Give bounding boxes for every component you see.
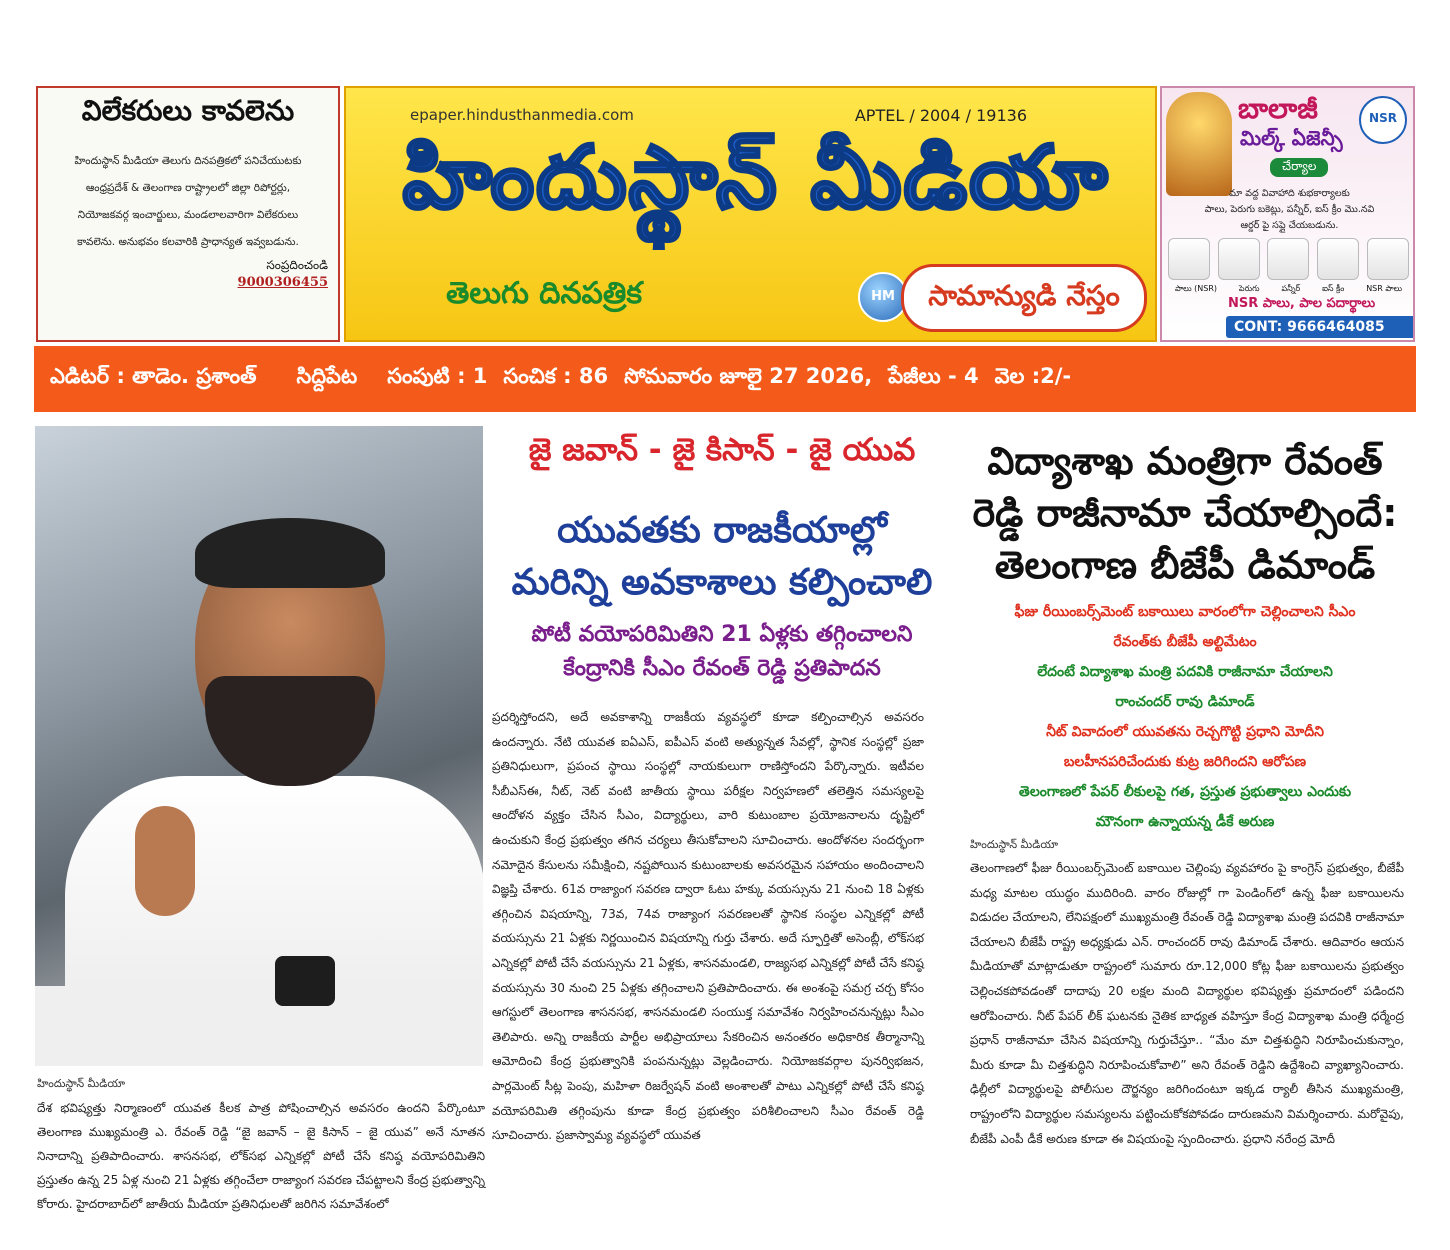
- left-story-body: దేశ భవిష్యత్తు నిర్మాణంలో యువత కీలక పాత్ర పోషించాల్సిన అవసరం ఉందని పేర్కొంటూ తెలంగాణ ముఖ్యమంత్రి ఎ. రేవంత్ రెడ్డి “జై జవాన్ – జై కిసాన్ – జై యువ” అనే నూతన నినాదాన్ని ప్రతిపాదించారు. శాసనసభ, లోక్‌సభ ఎన్నికల్లో పోటీ చేసే కనిష్ఠ వయోపరిమితిని ప్రస్తుతం ఉన్న 25 ఏళ్ల నుంచి 21 ఏళ్లకు తగ్గించేలా రాజ్యాంగ సవరణ చేపట్టాలని కేంద్ర ప్రభుత్వాన్ని కోరారు. హైదరాబాద్‌లో జాతీయ మీడియా ప్రతినిధులతో జరిగిన సమావేశంలో: [37, 1101, 485, 1211]
- deck-line: తెలంగాణలో పేపర్ లీకులపై గత, ప్రస్తుత ప్రభుత్వాలు ఎందుకు: [1018, 784, 1352, 800]
- ad-agency: మిల్క్ ఏజెన్సీ: [1240, 126, 1343, 150]
- classified-title: విలేకరులు కావలెను: [81, 94, 295, 127]
- subheadline-line: పోటీ వయోపరిమితిని 21 ఏళ్లకు తగ్గించాలని: [531, 622, 913, 647]
- ad-brand: బాలాజీ: [1238, 92, 1318, 125]
- ad-line: మా వద్ద వివాహాది శుభకార్యాలకు: [1229, 188, 1350, 199]
- right-story-body: తెలంగాణలో ఫీజు రీయింబర్స్‌మెంట్ బకాయిల చెల్లింపు వ్యవహారం పై కాంగ్రెస్ ప్రభుత్వం, బీజేపీ మధ్య మాటల యుద్ధం ముదిరింది. వారం రోజుల్లో గా పెండింగ్‌లో ఉన్న ఫీజు బకాయిలను విడుదల చేయాలని, లేనిపక్షంలో ముఖ్యమంత్రి రేవంత్ రెడ్డి విద్యాశాఖ మంత్రి పదవికి రాజీనామా చేయాలని బీజేపీ రాష్ట్ర అధ్యక్షుడు ఎన్. రాంచందర్ రావు డిమాండ్ చేశారు. ఆదివారం ఆయన మీడియాతో మాట్లాడుతూ రాష్ట్రంలో సుమారు రూ.12,000 కోట్ల ఫీజు బకాయిలను ప్రభుత్వం చెల్లించకపోవడంతో దాదాపు 20 లక్షల మంది విద్యార్థుల భవిష్యత్తు ప్రమాదంలో పడిందని ఆరోపించారు. నీట్ పేపర్ లీక్ ఘటనకు నైతిక బాధ్యత వహిస్తూ కేంద్ర విద్యాశాఖ మంత్రి ధర్మేంద్ర ప్రధాన్ రాజీనామా చేసిన విషయాన్ని గుర్తుచేస్తూ.. “మేం మా చిత్తశుద్ధిని నిరూపించుకున్నాం, మీరు కూడా మీ చిత్తశుద్ధిని నిరూపించుకోవాలి” అని రేవంత్ రెడ్డిని ఉద్దేశించి వ్యాఖ్యానించారు. ఢిల్లీలో విద్యార్థులపై పోలీసుల దౌర్జన్యం జరిగిందంటూ ఇక్కడ ర్యాలీ తీసిన ముఖ్యమంత్రి, రాష్ట్రంలోని విద్యార్థుల సమస్యలను పట్టించుకోకపోవడం దారుణమని విమర్శించారు. మరోవైపు, బీజేపీ ఎంపీ డీకే అరుణ కూడా ఈ విషయంపై స్పందించారు. ప్రధాని నరేంద్ర మోదీ: [970, 861, 1404, 1146]
- nsr-dairy-logo-icon: NSR: [1359, 96, 1407, 144]
- right-story-headline: [962, 435, 1408, 591]
- page-count: పేజీలు - 4: [888, 364, 979, 388]
- milk-agency-advertisement: [1160, 86, 1415, 342]
- microphone-icon: [275, 956, 335, 1006]
- masthead-url[interactable]: epaper.hindusthanmedia.com: [410, 106, 634, 124]
- headline-line: రెడ్డి రాజీనామా చేయాల్సిందే:: [972, 491, 1398, 535]
- volume-number: సంపుటి : 1: [387, 364, 488, 388]
- classified-contact-label: సంప్రదించండి: [266, 258, 328, 272]
- classified-ad-reporters-wanted: [36, 86, 340, 342]
- deck-line: నీట్ వివాదంలో యువతను రెచ్చగొట్టి ప్రధాని మోదీని: [1046, 724, 1324, 740]
- editor-name: ఎడిటర్ : తాడెం. ప్రశాంత్: [50, 364, 257, 388]
- deck-line: లేదంటే విద్యాశాఖ మంత్రి పదవికి రాజీనామా చేయాలని: [1037, 664, 1333, 680]
- ad-town-badge: చేర్యాల: [1270, 158, 1328, 177]
- deck-line: బలహీనపరిచేందుకు కుట్ర జరిగిందని ఆరోపణ: [1063, 754, 1307, 770]
- product-labels: [1164, 284, 1413, 295]
- issue-number: సంచిక : 86: [503, 364, 609, 388]
- middle-story-body: ప్రదర్శిస్తోందని, అదే అవకాశాన్ని రాజకీయ వ్యవస్థలో కూడా కల్పించాల్సిన అవసరం ఉందన్నారు. నేటి యువత ఐఏఎస్, ఐపీఎస్ వంటి అత్యున్నత సేవల్లో, స్థానిక సంస్థల్లో ప్రజా ప్రతినిధులుగా, ప్రపంచ స్థాయి సంస్థల్లో నాయకులుగా రాణిస్తోందని పేర్కొన్నారు. ఇటీవల సీబీఎస్‌ఈ, నీట్, నెట్ వంటి జాతీయ స్థాయి పరీక్షల నిర్వహణలో తలెత్తిన సమస్యలపై ఆందోళన వ్యక్తం చేసిన సీఎం, విద్యార్థులు, వారి కుటుంబాల ప్రయోజనాలను దృష్టిలో ఉంచుకుని కేంద్ర ప్రభుత్వం తగిన చర్యలు తీసుకోవాలని సూచించారు. ఆందోళనల సందర్భంగా నమోదైన కేసులను సమీక్షించి, నష్టపోయిన కుటుంబాలకు అవసరమైన సహాయం అందించాలని విజ్ఞప్తి చేశారు. 61వ రాజ్యాంగ సవరణ ద్వారా ఓటు హక్కు వయస్సును 21 నుంచి 18 ఏళ్లకు తగ్గించిన విషయాన్ని, 73వ, 74వ రాజ్యాంగ సవరణలతో స్థానిక సంస్థల ఎన్నికల్లో పోటీ వయస్సును 21 ఏళ్లకు నిర్ణయించిన విషయాన్ని గుర్తు చేశారు. అదే స్ఫూర్తితో అసెంబ్లీ, లోక్‌సభ ఎన్నికల్లో పోటీ చేసే వయస్సును 21 ఏళ్లకు, శాసనమండలి, రాజ్యసభ ఎన్నికల్లో పోటీ చేసే కనిష్ఠ వయస్సును 30 నుంచి 25 ఏళ్లకు తగ్గించాలని ప్రతిపాదించారు. ఈ అంశంపై సమగ్ర చర్చ కోసం ఆగస్టులో తెలంగాణ శాసనసభ, శాసనమండలి సంయుక్త సమావేశం నిర్వహించనున్నట్లు సీఎం తెలిపారు. అన్ని రాజకీయ పార్టీల అభిప్రాయాలు సేకరించిన అనంతరం అధికారిక తీర్మానాన్ని ఆమోదించి కేంద్ర ప్రభుత్వానికి పంపనున్నట్లు వెల్లడించారు. నియోజకవర్గాల పునర్విభజన, పార్లమెంట్ సీట్ల పెంపు, మహిళా రిజర్వేషన్ వంటి అంశాలతో పాటు ఎన్నికల్లో పోటీ చేసే కనిష్ఠ వయోపరిమితి తగ్గింపును కూడా కేంద్ర ప్రభుత్వం పరిశీలించాలని సీఎం రేవంత్ రెడ్డి సూచించారు. ప్రజాస్వామ్య వ్యవస్థలో యువత: [492, 710, 924, 1143]
- product-label: NSR పాలు: [1366, 284, 1403, 293]
- curd-product-icon: [1218, 238, 1260, 280]
- icecream-product-icon: [1317, 238, 1359, 280]
- middle-story-headline: [487, 505, 957, 609]
- product-label: పాలు (NSR): [1174, 284, 1218, 293]
- headline-line: తెలంగాణ బీజేపీ డిమాండ్: [994, 543, 1376, 587]
- story-credit: హిందుస్థాన్ మీడియా: [970, 838, 1059, 851]
- classified-phone-link[interactable]: 9000306455: [237, 275, 328, 290]
- masthead-tagline: తెలుగు దినపత్రిక: [446, 276, 642, 311]
- masthead: [344, 86, 1157, 342]
- deity-image-icon: [1166, 92, 1232, 196]
- ad-contact[interactable]: CONT: 9666464085: [1226, 316, 1415, 338]
- paneer-product-icon: [1267, 238, 1309, 280]
- ad-line: పాలు, పెరుగు బకెట్లు, పన్నీర్, ఐస్ క్రీం మొ.నవి: [1204, 204, 1375, 215]
- classified-line: నియోజకవర్గ ఇంచార్జులు, మండలాలవారిగా విలేకరులు: [77, 209, 299, 221]
- newspaper-name: హిందుస్థాన్ మీడియా: [402, 128, 1110, 228]
- milk-pack-product-icon: [1367, 238, 1409, 280]
- masthead-registration: APTEL / 2004 / 19136: [854, 106, 1027, 125]
- issue-date: సోమవారం జూలై 27 2026,: [624, 364, 873, 388]
- deck-line: మౌనంగా ఉన్నాయన్న డీకే అరుణ: [1095, 814, 1275, 830]
- headline-line: యువతకు రాజకీయాల్లో: [557, 510, 887, 551]
- classified-line: ఆంధ్రప్రదేశ్ & తెలంగాణ రాష్ట్రాలలో జిల్లా రిపోర్టర్లు,: [85, 182, 291, 194]
- classified-line: హిందుస్థాన్ మీడియా తెలుగు దినపత్రికలో పనిచేయుటకు: [74, 155, 302, 167]
- product-label: పన్నీర్: [1281, 284, 1301, 293]
- masthead-slogan: సామాన్యుడి నేస్తం: [901, 264, 1147, 332]
- subheadline-line: కేంద్రానికి సీఎం రేవంత్ రెడ్డి ప్రతిపాదన: [563, 656, 881, 681]
- globe-logo-icon: HM: [858, 272, 908, 322]
- right-story-deck: [962, 597, 1408, 837]
- ad-line: ఆర్డర్ పై సప్లై చేయబడును.: [1240, 220, 1339, 231]
- cm-photo: [35, 426, 483, 1066]
- deck-line: రేవంత్‌కు బీజేపీ అల్టిమేటం: [1113, 634, 1257, 650]
- price: వెల :2/-: [994, 364, 1072, 388]
- middle-story-subheadline: [487, 618, 957, 686]
- milk-product-icon: [1168, 238, 1210, 280]
- classified-line: కావలెను. అనుభవం కలవారికి ప్రాధాన్యత ఇవ్వబడును.: [77, 236, 299, 248]
- middle-story-kicker: జై జవాన్ - జై కిసాన్ - జై యువ: [528, 432, 916, 468]
- ad-footer: NSR పాలు, పాల పదార్థాలు: [1228, 296, 1376, 311]
- product-label: ఐస్ క్రీం: [1322, 284, 1345, 293]
- deck-line: ఫీజు రీయింబర్స్‌మెంట్ బకాయిలు వారంలోగా చెల్లించాలని సీఎం: [1014, 604, 1356, 620]
- story-credit: హిందుస్థాన్ మీడియా: [37, 1077, 126, 1090]
- headline-line: మరిన్ని అవకాశాలు కల్పించాలి: [511, 562, 933, 603]
- deck-line: రాంచందర్ రావు డిమాండ్: [1115, 694, 1255, 710]
- headline-line: విద్యాశాఖ మంత్రిగా రేవంత్: [987, 439, 1383, 483]
- product-label: పెరుగు: [1238, 284, 1260, 293]
- issue-info-bar: [34, 346, 1416, 412]
- edition-city: సిద్దిపేట: [296, 364, 358, 388]
- product-images: [1164, 238, 1413, 282]
